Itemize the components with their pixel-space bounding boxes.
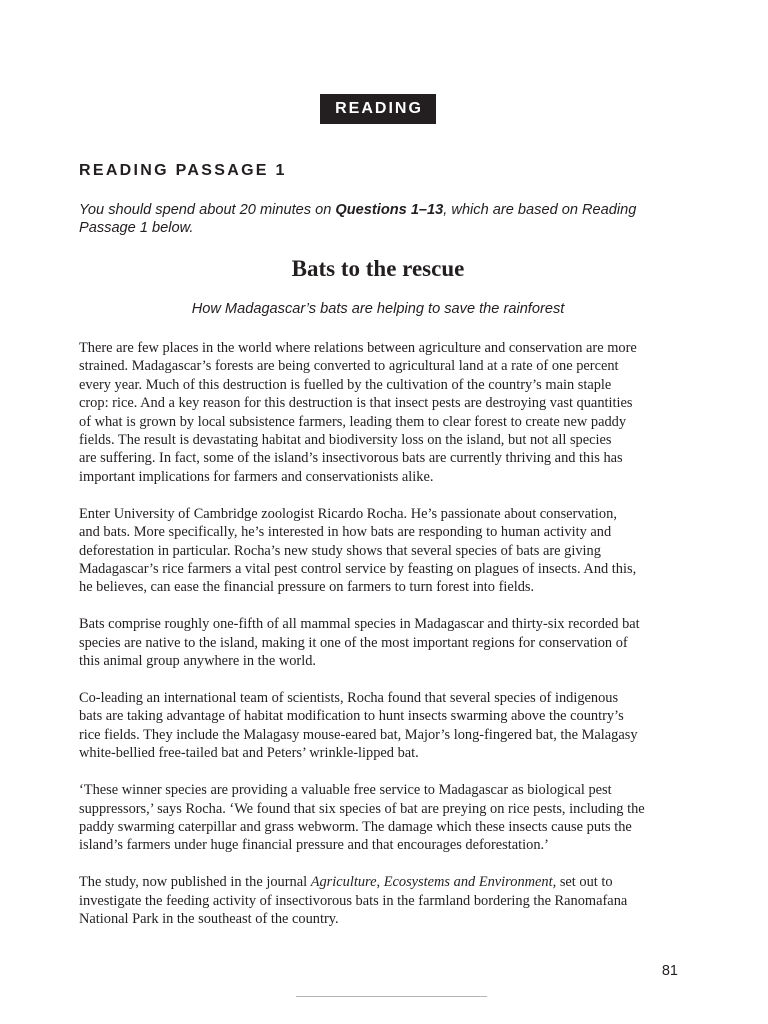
paragraph-line: National Park in the southeast of the country. — [79, 911, 339, 928]
instruction-questions: Questions 1–13 — [335, 202, 444, 218]
paragraph-line: investigate the feeding activity of insectivorous bats in the farmland bordering the Ranomafana — [79, 892, 628, 909]
paragraph-line: every year. Much of this destruction is fuelled by the cultivation of the country’s main staple — [79, 376, 612, 393]
paragraph-line: Madagascar’s rice farmers a vital pest control service by feasting on plagues of insects. And this, — [79, 560, 637, 577]
study-tail: set out to — [556, 874, 613, 891]
instruction-after: , which are based on Reading — [443, 202, 637, 218]
paragraph-3 — [79, 615, 679, 670]
instruction-before: You should spend about 20 minutes on — [79, 202, 336, 218]
paragraph-line: rice fields. They include the Malagasy mouse-eared bat, Major’s long-fingered bat, the Malagasy — [79, 726, 638, 743]
paragraph-line: white-bellied free-tailed bat and Peters’ wrinkle-lipped bat. — [79, 745, 419, 762]
paragraph-line: are suffering. In fact, some of the island’s insectivorous bats are currently thriving and this has — [79, 450, 623, 467]
paragraph-line: fields. The result is devastating habitat and biodiversity loss on the island, but not all species — [79, 432, 612, 449]
paragraph-line: of what is grown by local subsistence farmers, leading them to clear forest to create new paddy — [79, 413, 627, 430]
study-lead: The study, now published in the journal — [79, 874, 311, 891]
paragraph-line: Enter University of Cambridge zoologist Ricardo Rocha. He’s passionate about conservation, — [79, 505, 617, 522]
instruction-text — [79, 201, 679, 237]
article-title: Bats to the rescue — [291, 256, 465, 281]
article-body — [79, 339, 679, 947]
paragraph-line: ‘These winner species are providing a valuable free service to Madagascar as biological pest — [79, 782, 612, 799]
paragraph-line: and bats. More specifically, he’s interested in how bats are responding to human activity and — [79, 524, 612, 541]
paragraph-2 — [79, 505, 679, 597]
paragraph-line: this animal group anywhere in the world. — [79, 653, 316, 670]
paragraph-line: deforestation in particular. Rocha’s new study shows that several species of bats are giving — [79, 542, 601, 559]
paragraph-line: strained. Madagascar’s forests are being converted to agricultural land at a rate of one percent — [79, 358, 619, 375]
footer-divider — [296, 996, 487, 997]
paragraph-line — [79, 873, 679, 891]
section-tag: READING — [320, 94, 436, 124]
journal-name: Agriculture, Ecosystems and Environment, — [310, 874, 557, 891]
paragraph-4 — [79, 689, 679, 763]
paragraph-line: Co-leading an international team of scientists, Rocha found that several species of indigenous — [79, 690, 619, 706]
instruction-line2: Passage 1 below. — [79, 220, 194, 236]
paragraph-line: species are native to the island, making it one of the most important regions for conservation of — [79, 634, 628, 651]
paragraph-6 — [79, 873, 679, 928]
article-subtitle: How Madagascar’s bats are helping to save the rainforest — [191, 301, 565, 317]
paragraph-line: he believes, can ease the financial pressure on farmers to turn forest into fields. — [79, 579, 535, 596]
paragraph-line: important implications for farmers and conservationists alike. — [79, 468, 434, 485]
paragraph-line: paddy swarming caterpillar and grass webworm. The damage which these insects cause puts the — [79, 818, 632, 835]
paragraph-1 — [79, 339, 679, 486]
paragraph-line: suppressors,’ says Rocha. ‘We found that six species of bat are preying on rice pests, including the — [79, 800, 645, 817]
paragraph-line: Bats comprise roughly one-fifth of all mammal species in Madagascar and thirty-six recorded bat — [79, 616, 640, 633]
passage-heading: READING PASSAGE 1 — [79, 162, 287, 179]
paragraph-line: island’s farmers under huge financial pressure and that encourages deforestation.’ — [79, 837, 549, 854]
page-number: 81 — [661, 963, 678, 979]
paragraph-5 — [79, 781, 679, 855]
paragraph-line: bats are taking advantage of habitat modification to hunt insects swarming above the country’s — [79, 708, 624, 725]
paragraph-line: There are few places in the world where relations between agriculture and conservation are more — [79, 340, 637, 356]
paragraph-line: crop: rice. And a key reason for this destruction is that insect pests are destroying vast quantities — [79, 395, 633, 412]
